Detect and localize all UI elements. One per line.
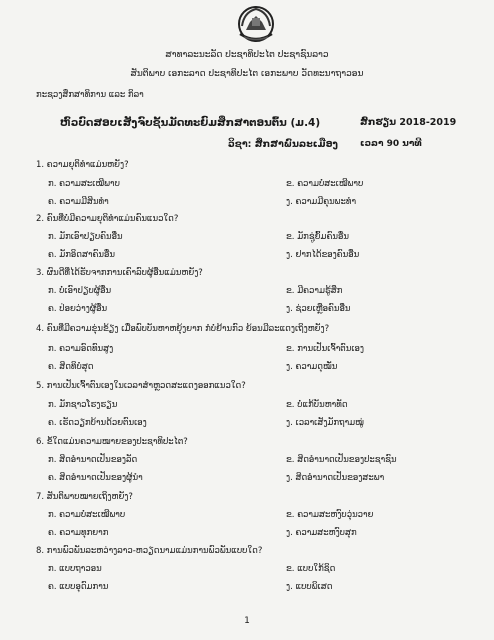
q2-option-a: ກ. ມັກເອົາປຽບຄົນອື່ນ xyxy=(48,232,123,242)
q6-option-c: ຄ. ສິດອຳນາດເປັນຂອງຜູ້ນຳ xyxy=(48,473,143,483)
q1-option-d: ງ. ຄວາມມີຄຸນພະທຳ xyxy=(286,197,357,207)
q5-option-b: ຂ. ບໍ່ແກ້ບັນຫາທັດ xyxy=(286,400,348,410)
question-4: 4. ຄົນທີ່ມີຄວາມຂຸ່ນຂ້ຽງ ເມື່ອພົບບັນຫາຫຍຸ້ງຍາກ ກໍບໍ່ຢ້ານກົວ ຍ້ອນມີລະແດງເຖິງຫຍັງ? xyxy=(36,324,330,334)
question-1: 1. ຄວາມຍຸຕິທຳແມ່ນຫຍັງ? xyxy=(36,160,129,170)
q6-option-b: ຂ. ສິດອຳນາດເປັນຂອງປະຊາຊົນ xyxy=(286,455,397,465)
q7-option-c: ຄ. ຄວາມທຸກຍາກ xyxy=(48,528,109,538)
q1-option-c: ຄ. ຄວາມມີສິນທຳ xyxy=(48,197,109,207)
q7-option-b: ຂ. ຄວາມສະຫງົບວຸ່ນວາຍ xyxy=(286,510,374,520)
q3-option-a: ກ. ບໍ່ເອົາປຽບຜູ້ອື່ນ xyxy=(48,286,112,296)
country-name: ສາທາລະນະລັດ ປະຊາທິປະໄຕ ປະຊາຊົນລາວ xyxy=(165,50,329,60)
exam-subject: ວິຊາ: ສຶກສາພົນລະເມືອງ xyxy=(228,139,338,150)
q5-option-d: ງ. ເວລາເສັງມັກຖາມໝູ່ xyxy=(286,418,364,428)
q2-option-d: ງ. ຢາກໄດ້ຂອງຄົນອື່ນ xyxy=(286,250,360,260)
q8-option-c: ຄ. ແບບອຸດົມການ xyxy=(48,582,109,592)
q8-option-a: ກ. ແບບຖາວອນ xyxy=(48,564,102,574)
question-2: 2. ຄົນທີ່ບໍ່ມີຄວາມຍຸຕິທຳແມ່ນຄົນແນວໃດ? xyxy=(36,214,179,224)
question-6: 6. ຂໍ້ໃດແມ່ນຄວາມໝາຍຂອງປະຊາທິປະໄຕ? xyxy=(36,437,188,447)
question-8: 8. ການພົວພັນລະຫວ່າງລາວ-ຫວຽດນາມແມ່ນການພົວພັນແບບໃດ? xyxy=(36,546,263,556)
q3-option-b: ຂ. ມີຄວາມຮູ້ສຶກ xyxy=(286,286,343,296)
page-number: 1 xyxy=(244,616,250,626)
q4-option-c: ຄ. ສິດທິບໍ່ສຸດ xyxy=(48,362,94,372)
q5-option-a: ກ. ມັກຊາວໂຮງຮຽນ xyxy=(48,400,118,410)
q5-option-c: ຄ. ເຮັດວຽກບ້ານດ້ວຍຕົນເອງ xyxy=(48,418,147,428)
q1-option-b: ຂ. ຄວາມບໍ່ສະເໝີພາບ xyxy=(286,179,364,189)
exam-duration: ເວລາ 90 ນາທີ xyxy=(360,139,422,149)
school-year: ສົກຮຽນ 2018-2019 xyxy=(360,117,457,128)
q3-option-d: ງ. ຊ່ວຍເຫຼືອຄົນອື່ນ xyxy=(286,304,351,314)
q3-option-c: ຄ. ປ່ອຍວ່າງຜູ້ອື່ນ xyxy=(48,304,108,314)
q7-option-d: ງ. ຄວາມສະຫງົບສຸກ xyxy=(286,528,357,538)
q6-option-a: ກ. ສິດອຳນາດເປັນຂອງລັດ xyxy=(48,455,138,465)
national-motto: ສັນຕິພາບ ເອກະລາດ ປະຊາທິປະໄຕ ເອກະພາບ ວັດທະນາຖາວອນ xyxy=(130,69,364,79)
q2-option-b: ຂ. ມັກຊູ່ຍົ້ມຄົນອື່ນ xyxy=(286,232,349,242)
question-7: 7. ສັນຕິພາບໝາຍເຖິງຫຍັງ? xyxy=(36,492,133,502)
question-5: 5. ການເປັນເຈົ້າຕົນເອງໃນເວລາສຳຫຼວດສະແດງອອກແນວໃດ? xyxy=(36,381,246,391)
q6-option-d: ງ. ສິດອຳນາດເປັນຂອງສະພາ xyxy=(286,473,385,483)
q4-option-b: ຂ. ການເປັນເຈົ້າຕົນເອງ xyxy=(286,344,365,354)
question-3: 3. ຜົນດີທີ່ໄດ້ຮັບຈາກການເຄົາລົບຜູ້ອື່ນແມ່ນຫຍັງ? xyxy=(36,268,203,278)
q7-option-a: ກ. ຄວາມບໍ່ສະເໝີພາບ xyxy=(48,510,126,520)
q2-option-c: ຄ. ມັກອິດສາຄົນອື່ນ xyxy=(48,250,115,260)
q1-option-a: ກ. ຄວາມສະເໝີພາບ xyxy=(48,179,120,189)
ministry-name: ກະຊວງສຶກສາທິການ ແລະ ກິລາ xyxy=(36,90,144,100)
q8-option-d: ງ. ແບບພິເສດ xyxy=(286,582,333,592)
lao-national-emblem-icon xyxy=(234,4,278,44)
q4-option-d: ງ. ຄວາມດຸໝັ່ນ xyxy=(286,362,338,372)
q4-option-a: ກ. ຄວາມອົດທົນສູງ xyxy=(48,344,114,354)
exam-title: ຫົວບົດສອບເສັງຈົບຊັ້ນມັດທະຍົມສຶກສາຕອນຕົ້ນ (ມ.4) xyxy=(60,117,321,129)
q8-option-b: ຂ. ແບບໃກ້ຊິດ xyxy=(286,564,336,574)
